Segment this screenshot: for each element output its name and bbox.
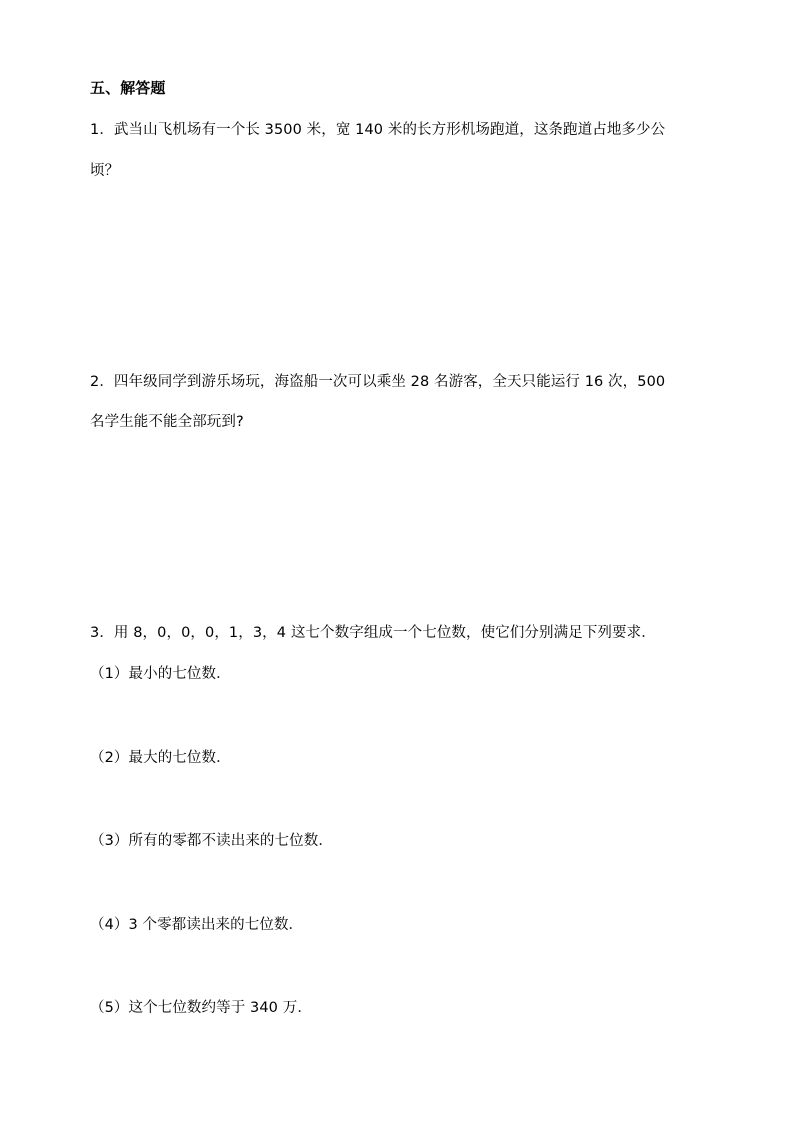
section-title: 五、解答题 — [90, 79, 166, 97]
question-1-line-2: 顷？ — [90, 163, 120, 179]
question-3-line-1: 3．用 8，0，0，0，1，3，4 这七个数字组成一个七位数，使它们分别满足下列要求． — [90, 625, 656, 641]
question-3-sub-2: （2）最大的七位数． — [90, 750, 231, 766]
question-3-sub-3: （3）所有的零都不读出来的七位数． — [90, 833, 333, 849]
question-2-line-1: 2．四年级同学到游乐场玩，海盗船一次可以乘坐 28 名游客，全天只能运行 16 次，500 — [90, 374, 666, 390]
question-3-sub-5: （5）这个七位数约等于 340 万． — [90, 1000, 312, 1016]
question-3-sub-1: （1）最小的七位数． — [90, 666, 231, 682]
question-3-sub-4: （4）3 个零都读出来的七位数． — [90, 917, 304, 933]
question-1-line-1: 1．武当山飞机场有一个长 3500 米，宽 140 米的长方形机场跑道，这条跑道占地多少公 — [90, 122, 666, 138]
question-2-line-2: 名学生能不能全部玩到? — [90, 414, 244, 430]
